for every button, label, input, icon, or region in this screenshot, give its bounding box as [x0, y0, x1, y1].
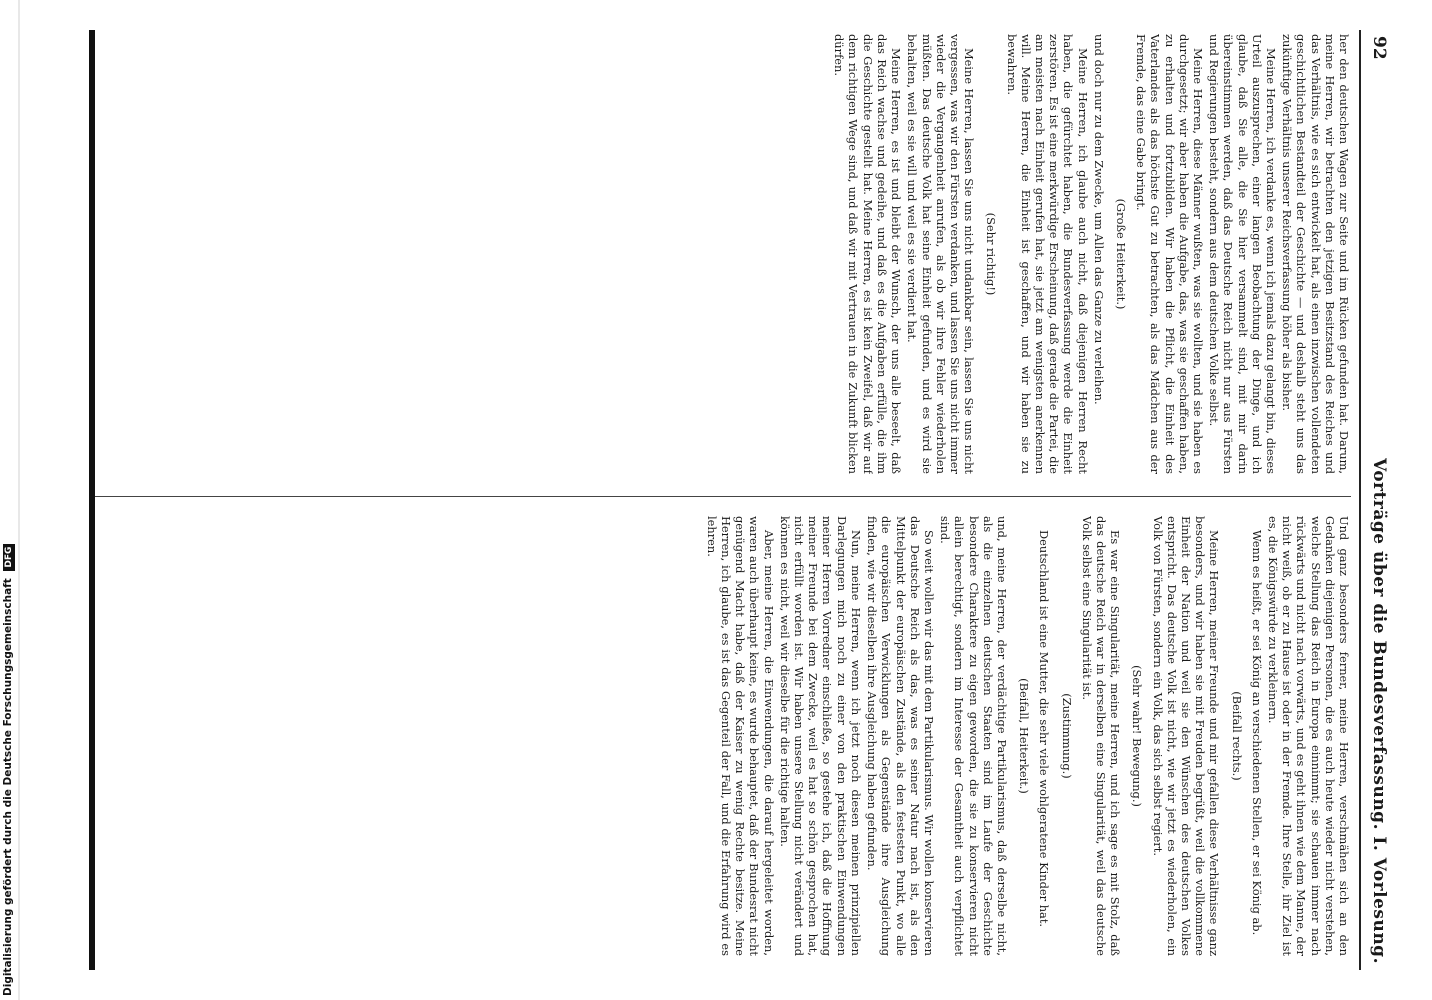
- paragraph: Aber, meine Herren, die Einwendungen, die darauf hergeleitet worden, waren auch überhaupt keine, es wurde behauptet, daß der Bundesrat nicht genügend Macht habe, daß der Kaiser zu wenig Rechte besitze. Meine Herren, ich glaube, es ist das Gegenteil der Fall, und die Erfahrung wird es lehren.: [704, 516, 776, 956]
- page-number: 92: [1369, 36, 1389, 60]
- right-column: [703, 516, 1351, 956]
- paragraph: Deutschland ist eine Mutter, die sehr viele wohlgeratene Kinder hat.: [1037, 530, 1052, 928]
- page-bottom-edge: [89, 30, 95, 970]
- paragraph: Meine Herren, meiner Freunde und mir gefallen diese Verhältnisse ganz besonders, und wir haben sie mit Freuden begrüßt, weil die vollkommene Einheit der Nation und weil sie den Wünschen des deutschen Volkes entspricht. Das deutsche Volk ist nicht, wie wir jetzt es wiederholen, ein Volk von Fürsten, sondern ein Volk, das sich selbst regiert.: [1150, 516, 1222, 956]
- paragraph: Nun, meine Herren, wenn ich jetzt noch diesen meinen prinzipiellen Darlegungen mich noch zu einer von den praktischen Einwendungen meiner Herren Vorredner einschließe, so gestehe ich, daß die Hoffnung meiner Freunde bei dem Zwecke, weil es hat so schön gesprochen hat, nicht erfüllt worden ist. Wir haben unsere Stellung nicht verändert und können es nicht, weil wir dieselbe für die richtige halten.: [777, 516, 863, 956]
- rotated-book-page: [65, 30, 1395, 970]
- paragraph: her den deutschen Wagen zur Seite und im Rücken gefunden hat. Darum, meine Herren, wir betrachten den jetzigen Besitzstand des Reiches und das Verhältnis, wie es sich entwickelt hat, als einen inzwischen vollendeten geschichtlichen Bestandteil der Geschichte — und deshalb steht uns das zukünftige Verhältnis unserer Reichsverfassung höher als bisher.: [1280, 34, 1351, 474]
- paragraph: Meine Herren, diese Männer wußten, was sie wollten, und sie haben es durchgesetzt; wir aber haben die Aufgabe, das, was sie geschaffen haben, zu erhalten und fortzubilden. Wir haben die Pflicht, die Einheit des Vaterlandes als das höchste Gut zu betrachten, als das Mädchen aus der Fremde, das eine Gabe bringt.: [1134, 34, 1205, 474]
- paragraph: Es war eine Singularität, meine Herren, und ich sage es mit Stolz, daß das deutsche Reich war in derselben eine Singularität, weil das deutsche Volk selbst eine Singularität ist.: [1079, 516, 1123, 956]
- paragraph: Meine Herren, es ist und bleibt der Wunsch, der uns alle beseelt, daß das Reich wachse und gedeihe, und daß es die Aufgaben erfülle, die ihm die Geschichte gestellt hat. Meine Herren, es ist kein Zweifel, daß wir auf dem richtigen Wege sind, und daß wir mit Vertrauen in die Zukunft blicken dürfen.: [832, 34, 904, 474]
- dfg-logo: DFG: [3, 544, 15, 571]
- paragraph: und, meine Herren, der verdächtige Partikularismus, daß derselbe nicht, als die einzelnen deutschen Staaten sind im Laufe der Geschichte besondere Charaktere zu eigen geworden, die sie zu konservieren nicht allein berechtigt, sondern im Interesse der Gesamtheit auch verpflichtet sind.: [938, 516, 1009, 956]
- scan-edge: [18, 0, 20, 1000]
- digitization-credit: [2, 546, 18, 996]
- paragraph: Meine Herren, ich glaube auch nicht, daß diejenigen Herren Recht haben, die gefürchtet haben, die Bundesverfassung werde die Einheit zerstören. Es ist eine merkwürdige Erscheinung, daß gerade die Partei, die am meisten nach Einheit gerufen hat, sie jetzt am wenigsten anerkennen will. Meine Herren, die Einheit ist geschaffen, und wir haben sie zu bewahren.: [1004, 34, 1090, 474]
- applause-note: (Sehr wahr! Bewegung.): [1130, 665, 1145, 807]
- applause-note: (Sehr richtig!): [984, 212, 999, 296]
- applause-note: (Beifall rechts.): [1229, 691, 1244, 781]
- left-column: [830, 34, 1351, 474]
- paragraph: und doch nur zu dem Zwecke, um Allen das Ganze zu verleihen.: [1091, 34, 1106, 405]
- paragraph: Wenn es heißt, er sei König an verschiedenen Stellen, er sei König ab.: [1249, 530, 1264, 936]
- page-header: [1359, 30, 1395, 970]
- paragraph: Meine Herren, lassen Sie uns nicht undankbar sein, lassen Sie uns nicht vergessen, was wir den Fürsten verdanken, und lassen Sie uns nicht immer wieder die Vergangenheit anrufen, als ob wir ihre Fehler wiederholen müßten. Das deutsche Volk hat seine Einheit gefunden, und es wird sie behalten, weil es sie will und weil es sie verdient hat.: [905, 34, 977, 474]
- paragraph: Und ganz besonders ferner, meine Herren, verschmähen sich an den Gedanken diejenigen Personen, die es auch heute wieder nicht verstehen, welche Stellung das Reich in Europa einnimmt; sie schauen immer nach rückwärts und nicht nach vorwärts, und es geht ihnen wie dem Manne, der nicht weiß, ob er zu Hause ist oder in der Fremde. Ihre Stelle, ihr Ziel ist es, die Königswürde zu verkleinern.: [1265, 516, 1351, 956]
- applause-note: (Zustimmung.): [1059, 693, 1074, 779]
- credit-text: Digitalisierung gefördert durch die Deutsche Forschungsgemeinschaft: [2, 578, 14, 996]
- paragraph: So weit wollen wir das mit dem Partikularismus. Wir wollen konservieren das Deutsche Reich als das, was es seiner Natur nach ist, als den Mittelpunkt der europäischen Zustände, als den festesten Punkt, wo alle die europäischen Verwicklungen als Gegenstände ihre Ausgleichung finden, wie wir dieselben ihre Ausgleichung haben gefunden.: [865, 516, 936, 956]
- applause-note: (Große Heiterkeit.): [1113, 198, 1128, 310]
- column-divider: [91, 496, 1351, 497]
- paragraph: Meine Herren, ich verdanke es, wenn ich jemals dazu gelangt bin, dieses Urteil auszusprechen, einer langen Beobachtung der Dinge, und ich glaube, daß Sie alle, die Sie hier versammelt sind, mit mir darin übereinstimmen werden, daß das Deutsche Reich nicht nur aus Fürsten und Regierungen besteht, sondern aus dem deutschen Volke selbst.: [1207, 34, 1278, 474]
- running-head: Vorträge über die Bundesverfassung. I. Vorlesung.: [1369, 458, 1389, 964]
- applause-note: (Beifall, Heiterkeit.): [1017, 678, 1032, 794]
